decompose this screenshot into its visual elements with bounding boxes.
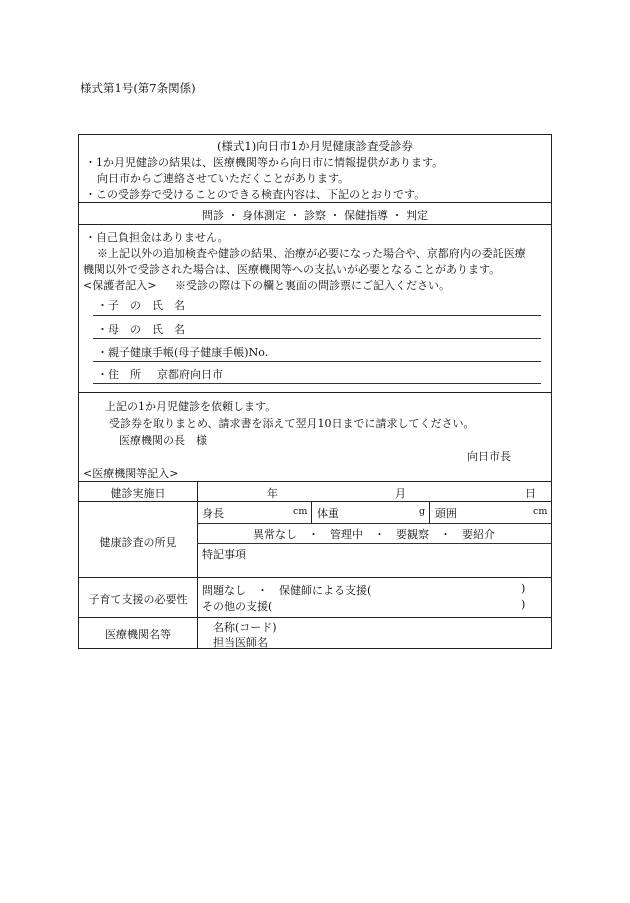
mother-name-label: ・母 の 氏 名: [97, 323, 185, 336]
address-label: ・住 所: [97, 368, 141, 381]
exam-date-label: 健診実施日: [110, 487, 166, 500]
findings-label: 健康診査の所見: [99, 536, 177, 549]
head-circumference-label: 頭囲: [435, 507, 457, 520]
support-option-other[interactable]: その他の支援(: [202, 600, 273, 613]
institution-label: 医療機関名等: [105, 628, 171, 641]
no-cost-notice: ・自己負担金はありません。: [85, 231, 229, 244]
divider: [79, 392, 551, 393]
exam-date-month: 月: [395, 487, 406, 500]
extra-cost-notice: ※上記以外の追加検査や健診の結果、治療が必要になった場合や、京都府内の委託医療: [97, 247, 526, 260]
child-name-field[interactable]: [93, 315, 541, 316]
support-need-label: 子育て支援の必要性: [88, 593, 188, 606]
mother-name-field[interactable]: [93, 338, 541, 339]
head-circumference-unit: cm: [533, 506, 548, 517]
voucher-title: (様式1)向日市1か月児健康診査受診券: [216, 139, 414, 153]
notice-info-provision: ・1か月児健診の結果は、医療機関等から向日市に情報提供があります。: [85, 156, 444, 169]
institution-name-label: 名称(コード): [213, 621, 277, 634]
weight-label: 体重: [317, 507, 339, 520]
divider: [79, 501, 551, 502]
cell-divider: [429, 501, 430, 523]
sender: 向日市長: [467, 450, 511, 463]
extra-cost-notice-continued: 機関以外で受診された場合は、医療機関等への支払いが必要となることがあります。: [83, 263, 501, 276]
handbook-number-field[interactable]: [93, 361, 541, 362]
row-divider: [197, 543, 551, 544]
support-line2-close: ): [521, 598, 526, 611]
doctor-name-label: 担当医師名: [213, 636, 268, 649]
billing-instruction: 受診券を取りまとめ、請求書を添えて翌月10日までに請求してください。: [109, 417, 475, 430]
weight-unit: g: [419, 506, 426, 517]
exam-date-day: 日: [525, 487, 536, 500]
divider: [79, 202, 551, 203]
exam-date-year: 年: [267, 487, 278, 500]
handbook-number-label: ・親子健康手帳(母子健康手帳)No.: [97, 346, 269, 359]
notice-exam-contents: ・この受診券で受けることのできる検査内容は、下記のとおりです。: [85, 188, 426, 201]
divider: [79, 481, 551, 482]
divider: [79, 577, 551, 578]
height-label: 身長: [202, 507, 224, 520]
exam-items: 問診 ・ 身体測定 ・ 診察 ・ 保健指導 ・ 判定: [202, 209, 428, 222]
address-prefix: 京都府向日市: [157, 368, 223, 381]
divider: [79, 224, 551, 225]
notice-contact: 向日市からご連絡させていただくことがあります。: [97, 172, 350, 185]
table-column-divider: [197, 481, 198, 649]
divider: [79, 617, 551, 618]
height-unit: cm: [293, 506, 308, 517]
row-divider: [197, 523, 551, 524]
addressee: 医療機関の長 様: [119, 434, 207, 447]
health-checkup-voucher-form: [78, 134, 552, 649]
status-options[interactable]: 異常なし ・ 管理中 ・ 要観察 ・ 要紹介: [253, 528, 495, 541]
request-line: 上記の1か月児健診を依頼します。: [105, 400, 277, 413]
cell-divider: [311, 501, 312, 523]
support-line1-close: ): [521, 582, 526, 595]
guardian-note: ※受診の際は下の欄と裏面の問診票にご記入ください。: [175, 279, 450, 292]
remarks-label: 特記事項: [202, 548, 246, 561]
child-name-label: ・子 の 氏 名: [97, 299, 185, 312]
form-number: 様式第1号(第7条関係): [80, 81, 196, 95]
guardian-section-heading: <保護者記入>: [83, 279, 157, 292]
institution-section-heading: <医療機関等記入>: [83, 467, 179, 480]
support-option-none-nurse[interactable]: 問題なし ・ 保健師による支援(: [202, 584, 372, 597]
address-field[interactable]: [93, 383, 541, 384]
